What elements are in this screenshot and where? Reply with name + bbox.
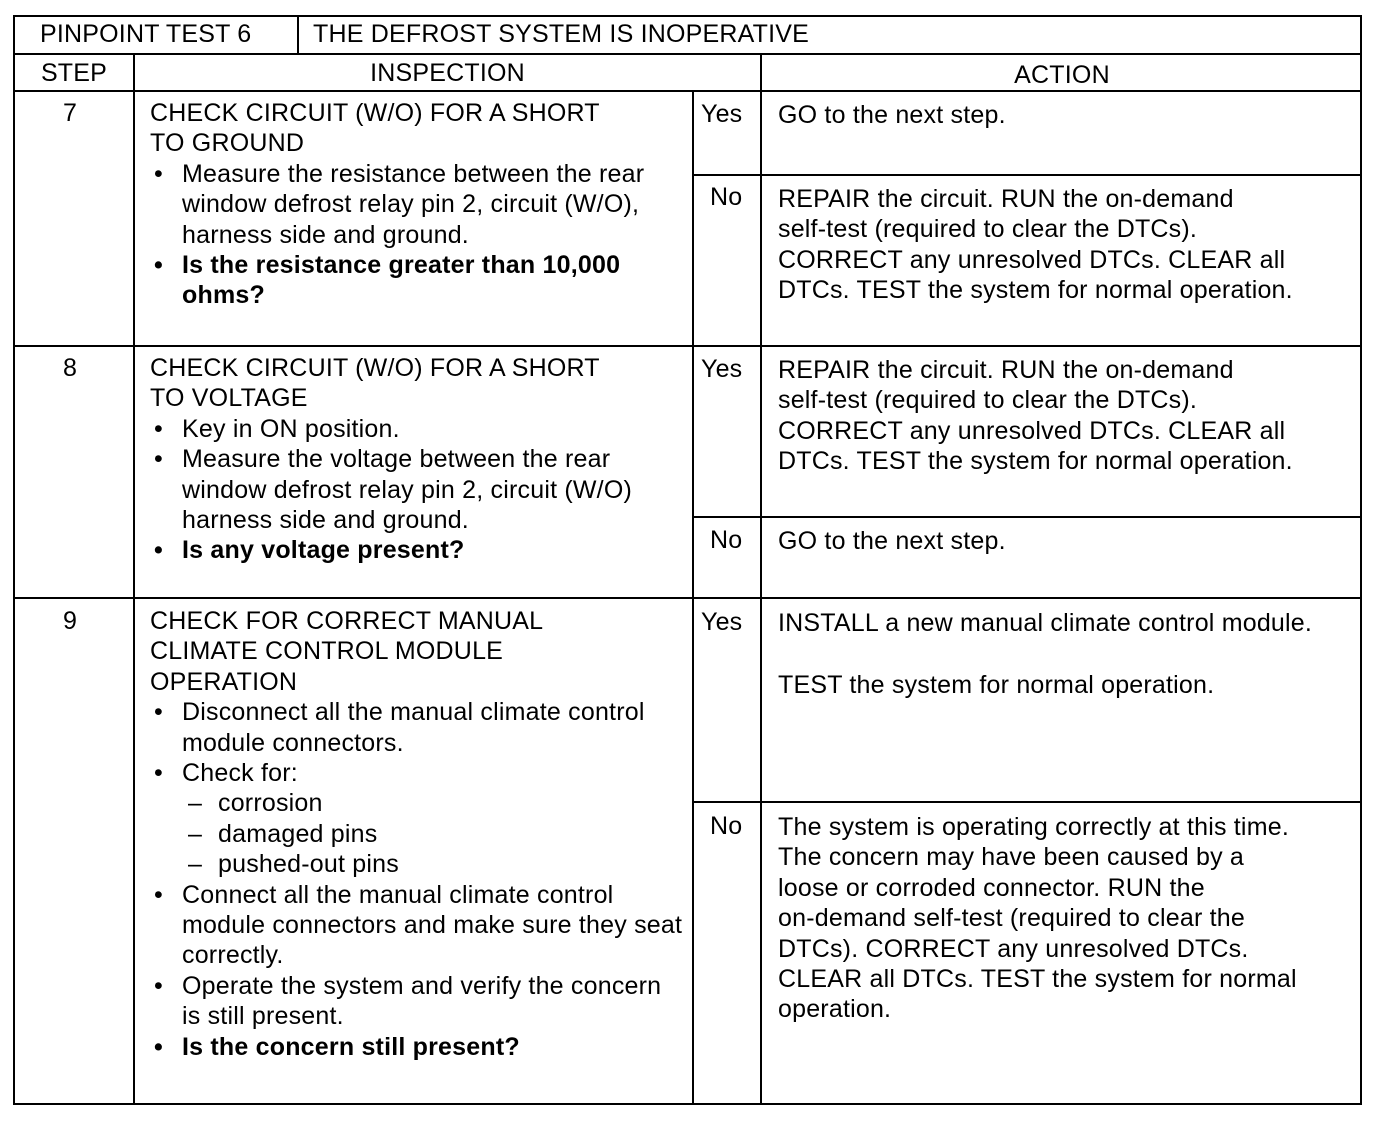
step-9-yes-no-divider <box>693 801 1362 803</box>
inspection-bullet: • Key in ON position. <box>150 414 685 444</box>
yes-label: Yes <box>701 355 743 383</box>
yes-label: Yes <box>701 100 743 128</box>
step-title-line: TO GROUND <box>150 129 305 158</box>
no-label: No <box>710 526 743 554</box>
step-title-line: CHECK CIRCUIT (W/O) FOR A SHORT <box>150 354 600 382</box>
no-action: The system is operating correctly at this time. The concern may have been caused by a loose or corroded connector. RUN the on-demand self-test (required to clear the DTCs). CORRECT any unresolved DTCs. CLEAR all DTCs. TEST the system for normal operation. <box>778 813 1297 1024</box>
no-label: No <box>710 812 743 840</box>
step-8-yes-no-divider <box>693 516 1362 518</box>
step-7-yes-no-divider <box>693 174 1362 176</box>
step-7-divider <box>13 345 1362 347</box>
inspection-bullet: • Measure the voltage between the rear window defrost relay pin 2, circuit (W/O) harness side and ground. <box>150 444 685 535</box>
column-header-action: ACTION <box>1014 61 1110 89</box>
no-action: GO to the next step. <box>778 527 1006 555</box>
inspection-bullet: • Measure the resistance between the rear window defrost relay pin 2, circuit (W/O), harness side and ground. <box>150 159 685 250</box>
yes-action: REPAIR the circuit. RUN the on-demand self-test (required to clear the DTCs). CORRECT any unresolved DTCs. CLEAR all DTCs. TEST the system for normal operation. <box>778 356 1293 476</box>
inspection-bullet: • Operate the system and verify the concern is still present. <box>150 971 685 1032</box>
yes-action: INSTALL a new manual climate control module. TEST the system for normal operation. <box>778 609 1313 700</box>
test-title: THE DEFROST SYSTEM IS INOPERATIVE <box>313 20 810 48</box>
column-header-inspection: INSPECTION <box>370 59 525 87</box>
step-title-line: CHECK CIRCUIT (W/O) FOR A SHORT <box>150 99 600 127</box>
inspection-bullet: • Check for: <box>150 758 685 788</box>
inspection-sub-item: – pushed-out pins <box>150 849 685 879</box>
step-number: 7 <box>62 99 78 127</box>
no-label: No <box>710 183 743 211</box>
step-title-line: OPERATION <box>150 667 298 696</box>
step-inspection <box>150 353 685 566</box>
no-action: REPAIR the circuit. RUN the on-demand self-test (required to clear the DTCs). CORRECT any unresolved DTCs. CLEAR all DTCs. TEST the system for normal operation. <box>778 185 1293 305</box>
action-column-divider <box>760 53 762 1105</box>
step-number: 9 <box>62 607 78 635</box>
step-title-line: CLIMATE CONTROL MODULE <box>150 637 504 666</box>
step-title-line: CHECK FOR CORRECT MANUAL <box>150 607 544 635</box>
inspection-sub-item: – corrosion <box>150 788 685 818</box>
step-title-line: TO VOLTAGE <box>150 384 308 413</box>
yes-action: GO to the next step. <box>778 101 1006 129</box>
inspection-question: • Is the resistance greater than 10,000 ohms? <box>150 250 685 311</box>
inspection-bullet: • Disconnect all the manual climate control module connectors. <box>150 697 685 758</box>
inspection-sub-item: – damaged pins <box>150 819 685 849</box>
yes-label: Yes <box>701 608 743 636</box>
step-column-divider <box>133 53 135 1105</box>
step-number: 8 <box>62 354 78 382</box>
answer-column-divider <box>692 90 694 1105</box>
inspection-question: • Is any voltage present? <box>150 535 685 565</box>
test-label: PINPOINT TEST 6 <box>40 20 252 48</box>
step-8-divider <box>13 597 1362 599</box>
step-inspection <box>150 606 685 1062</box>
inspection-question: • Is the concern still present? <box>150 1032 685 1062</box>
step-inspection <box>150 98 685 311</box>
inspection-bullet: • Connect all the manual climate control module connectors and make sure they seat correctly. <box>150 880 685 971</box>
title-divider <box>297 15 299 53</box>
column-header-step: STEP <box>40 59 108 87</box>
header-divider <box>13 53 1362 55</box>
